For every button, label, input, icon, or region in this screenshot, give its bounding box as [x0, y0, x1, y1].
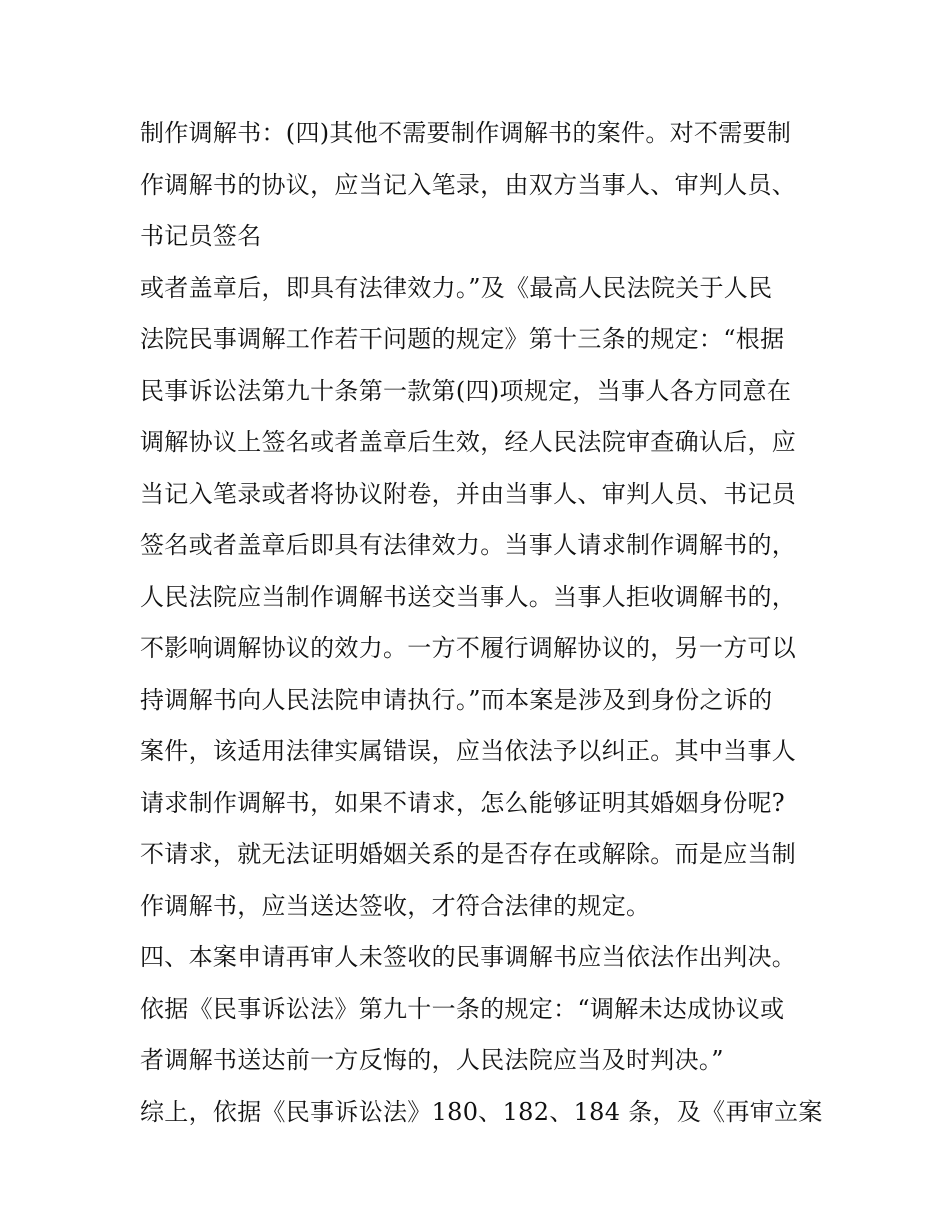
text-line: 不影响调解协议的效力。一方不履行调解协议的，另一方可以	[140, 634, 797, 662]
text-line: 制作调解书：(四)其他不需要制作调解书的案件。对不需要制	[140, 119, 792, 147]
text-line: 依据《民事诉讼法》第九十一条的规定：“调解未达成协议或	[140, 994, 785, 1023]
text-line: 请求制作调解书，如果不请求，怎么能够证明其婚姻身份呢?	[140, 788, 785, 817]
text-line: 综上，依据《民事诉讼法》180、182、184 条，及《再审立案	[140, 1097, 823, 1126]
text-line: 书记员签名	[140, 222, 262, 250]
text-line: 当记入笔录或者将协议附卷，并由当事人、审判人员、书记员	[140, 479, 797, 508]
text-line: 四、本案申请再审人未签收的民事调解书应当依法作出判决。	[140, 943, 797, 971]
text-line: 调解协议上签名或者盖章后生效，经人民法院审查确认后，应	[140, 428, 797, 456]
text-line: 民事诉讼法第九十条第一款第(四)项规定，当事人各方同意在	[140, 376, 792, 405]
text-line: 不请求，就无法证明婚姻关系的是否存在或解除。而是应当制	[140, 840, 797, 868]
text-line: 签名或者盖章后即具有法律效力。当事人请求制作调解书的，	[140, 531, 797, 559]
text-line: 持调解书向人民法院申请执行。”而本案是涉及到身份之诉的	[140, 685, 773, 714]
text-line: 作调解书的协议，应当记入笔录，由双方当事人、审判人员、	[140, 170, 797, 199]
document-body	[140, 108, 823, 1138]
text-line: 人民法院应当制作调解书送交当事人。当事人拒收调解书的，	[140, 582, 797, 611]
text-line: 法院民事调解工作若干问题的规定》第十三条的规定：“根据	[140, 325, 785, 353]
text-line: 案件，该适用法律实属错误，应当依法予以纠正。其中当事人	[140, 737, 797, 765]
text-line: 作调解书，应当送达签收，才符合法律的规定。	[140, 891, 651, 920]
text-line: 者调解书送达前一方反悔的，人民法院应当及时判决。”	[140, 1046, 724, 1074]
text-line: 或者盖章后，即具有法律效力。”及《最高人民法院关于人民	[140, 273, 773, 302]
